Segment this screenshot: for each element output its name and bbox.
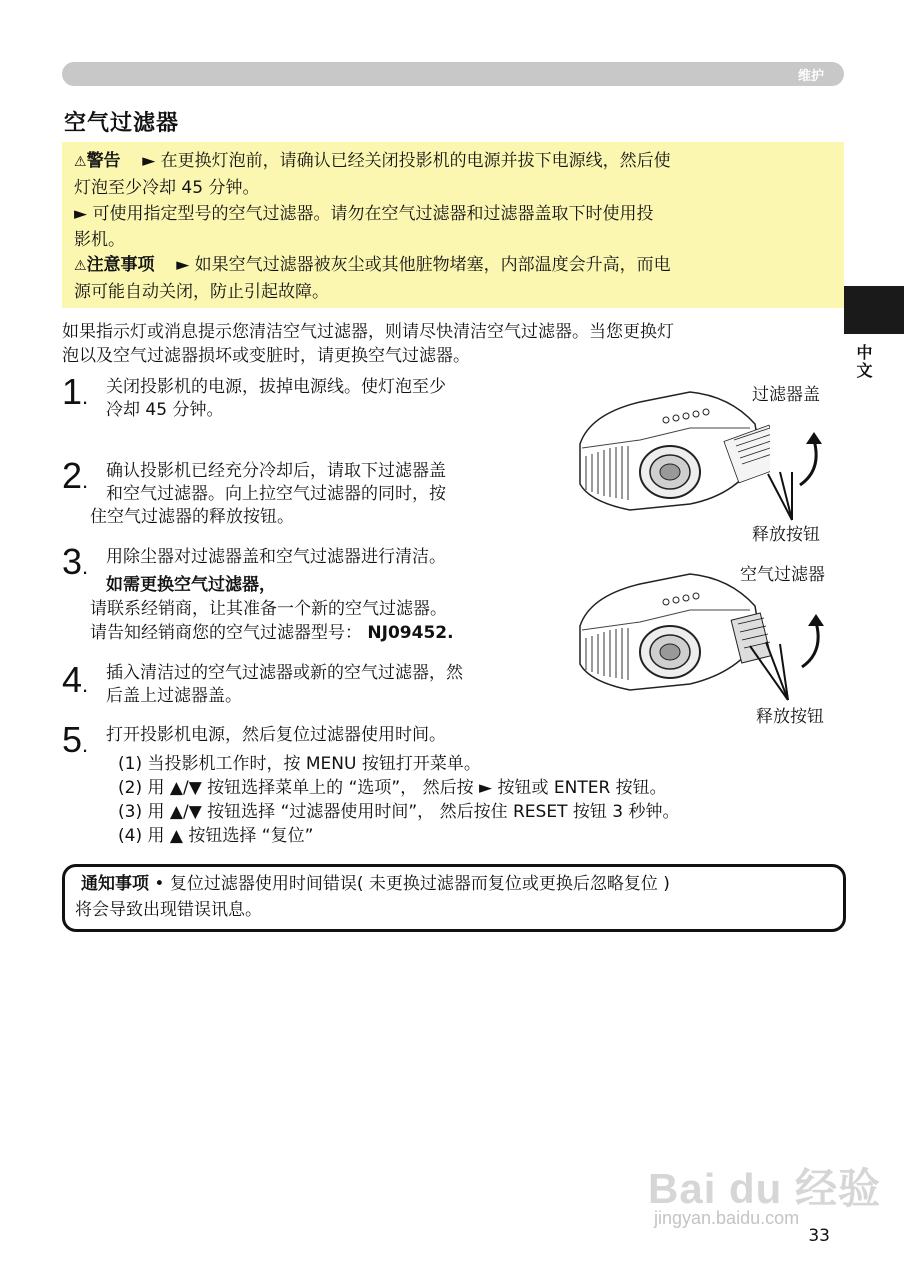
pointer-lines xyxy=(760,470,820,526)
warning-line: ► 可使用指定型号的空气过滤器。请勿在空气过滤器和过滤器盖取下时使用投 xyxy=(74,204,654,224)
caution-label: 注意事项 xyxy=(86,255,155,275)
warning-label: 警告 xyxy=(86,151,121,171)
section-title: 空气过滤器 xyxy=(64,111,180,136)
step-line: 后盖上过滤器盖。 xyxy=(106,686,242,706)
model-prompt: 请告知经销商您的空气过滤器型号： xyxy=(90,623,362,643)
intro-paragraph xyxy=(62,320,842,368)
step-1-text xyxy=(106,376,566,422)
air-filter-label: 空气过滤器 xyxy=(740,565,825,585)
warning-box xyxy=(62,142,844,308)
notice-line: 将会导致出现错误讯息。 xyxy=(75,900,262,920)
step-line: 插入清洁过的空气过滤器或新的空气过滤器，然 xyxy=(106,663,463,683)
step-4-text xyxy=(106,662,546,708)
release-button-label: 释放按钮 xyxy=(756,707,824,727)
filter-cover-label: 过滤器盖 xyxy=(752,385,820,405)
warning-line: 灯泡至少冷却 45 分钟。 xyxy=(74,178,260,198)
intro-line: 如果指示灯或消息提示您清洁空气过滤器，则请尽快清洁空气过滤器。当您更换灯 xyxy=(62,322,674,342)
caution-line: 源可能自动关闭，防止引起故障。 xyxy=(74,282,329,302)
step-5-text: 打开投影机电源，然后复位过滤器使用时间。 xyxy=(106,725,446,745)
release-button-label: 释放按钮 xyxy=(752,525,820,545)
projector-illustration-1 xyxy=(570,384,770,520)
step-2-text xyxy=(106,460,566,506)
step-line: 关闭投影机的电源，拔掉电源线。使灯泡至少 xyxy=(106,377,446,397)
replace-filter-heading: 如需更换空气过滤器， xyxy=(106,575,276,595)
language-tab xyxy=(844,286,904,334)
header-label: 维护 xyxy=(797,69,824,84)
header-bar xyxy=(62,62,844,86)
step-line: 住空气过滤器的释放按钮。 xyxy=(90,507,294,527)
substep: (4) 用 ▲ 按钮选择 “复位” xyxy=(118,826,314,846)
caution-line: ► 如果空气过滤器被灰尘或其他脏物堵塞，内部温度会升高，而电 xyxy=(176,255,671,275)
substeps-list xyxy=(118,752,848,848)
step-number: 5. xyxy=(62,719,89,760)
model-line: 请告知经销商您的空气过滤器型号： NJ09452. xyxy=(90,623,454,643)
step-line: 冷却 45 分钟。 xyxy=(106,400,224,420)
caution-block xyxy=(74,252,834,305)
notice-text xyxy=(75,871,831,923)
caution-icon: ⚠ xyxy=(74,258,87,274)
watermark-brand: Bai du 经验 xyxy=(648,1165,882,1212)
notice-label: 通知事项 xyxy=(81,874,149,894)
language-label: 中文 xyxy=(854,344,873,380)
notice-box xyxy=(62,864,846,932)
model-number: NJ09452 xyxy=(367,623,448,643)
notice-line: • 复位过滤器使用时间错误( 未更换过滤器而复位或更换后忽略复位 ) xyxy=(154,874,670,894)
intro-line: 泡以及空气过滤器损坏或变脏时，请更换空气过滤器。 xyxy=(62,346,470,366)
watermark-url: jingyan.baidu.com xyxy=(654,1208,800,1228)
step-number: 4. xyxy=(62,659,89,700)
step-line: 请联系经销商，让其准备一个新的空气过滤器。 xyxy=(90,599,447,619)
warning-icon: ⚠ xyxy=(74,154,87,170)
step-3-text: 用除尘器对过滤器盖和空气过滤器进行清洁。 xyxy=(106,547,446,567)
step-number: 3. xyxy=(62,541,89,582)
pointer-lines xyxy=(744,640,814,704)
substep: (1) 当投影机工作时，按 MENU 按钮打开菜单。 xyxy=(118,754,481,774)
substep: (3) 用 ▲/▼ 按钮选择 “过滤器使用时间”， 然后按住 RESET 按钮 3 秒钟。 xyxy=(118,802,680,822)
page-number: 33 xyxy=(808,1226,830,1246)
substep: (2) 用 ▲/▼ 按钮选择菜单上的 “选项”， 然后按 ► 按钮或 ENTER 按钮。 xyxy=(118,778,667,798)
warning-block xyxy=(74,148,834,253)
step-line: 和空气过滤器。向上拉空气过滤器的同时，按 xyxy=(106,484,446,504)
warning-line: 影机。 xyxy=(74,230,125,250)
step-number: 2. xyxy=(62,455,89,496)
warning-line: ► 在更换灯泡前，请确认已经关闭投影机的电源并拔下电源线，然后使 xyxy=(142,151,671,171)
step-line: 确认投影机已经充分冷却后，请取下过滤器盖 xyxy=(106,461,446,481)
step-number: 1. xyxy=(62,371,89,412)
